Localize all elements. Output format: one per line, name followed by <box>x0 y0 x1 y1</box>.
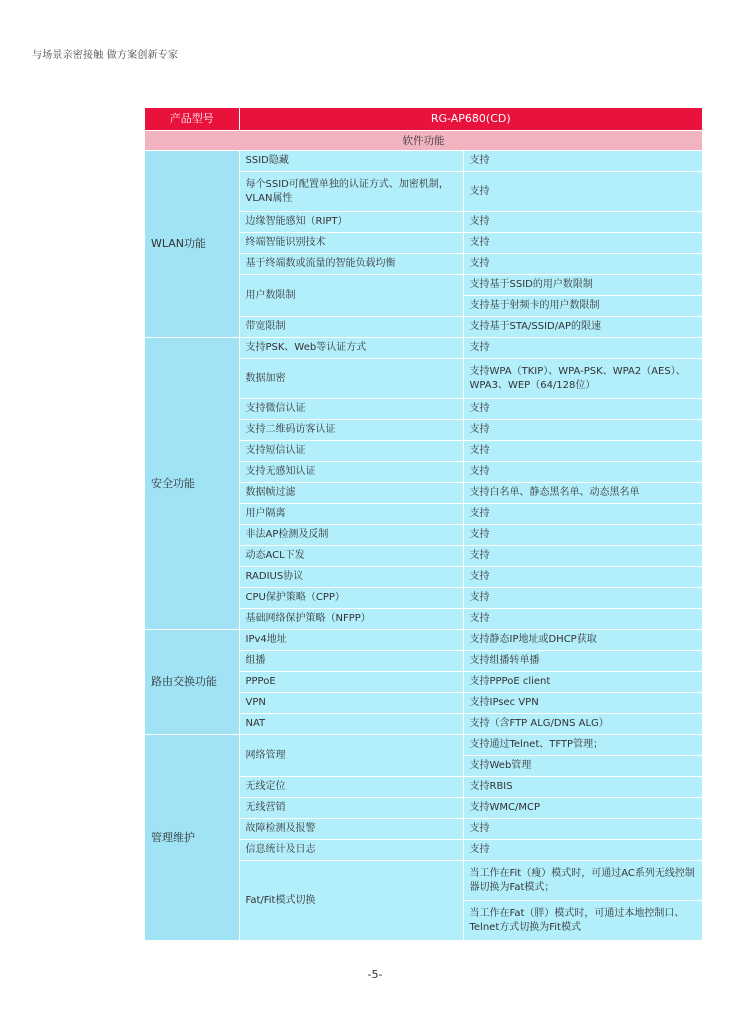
support-value-cell: 支持 <box>463 233 702 254</box>
feature-name-cell: 每个SSID可配置单独的认证方式、加密机制，VLAN属性 <box>239 172 463 212</box>
feature-name-cell: CPU保护策略（CPP） <box>239 588 463 609</box>
feature-name-cell: 数据加密 <box>239 359 463 399</box>
feature-name-cell: 支持无感知认证 <box>239 462 463 483</box>
support-value-cell: 支持 <box>463 588 702 609</box>
feature-name-cell: PPPoE <box>239 672 463 693</box>
header-tagline: 与场景亲密接触 做方案创新专家 <box>32 50 179 61</box>
support-value-cell: 支持 <box>463 420 702 441</box>
feature-name-cell: 支持二维码访客认证 <box>239 420 463 441</box>
product-model-value: RG-AP680(CD) <box>239 108 702 131</box>
feature-name-cell: 支持短信认证 <box>239 441 463 462</box>
support-value-cell: 支持 <box>463 462 702 483</box>
support-value-cell: 支持 <box>463 819 702 840</box>
spec-table-body <box>145 108 702 941</box>
category-cell: WLAN功能 <box>145 151 239 338</box>
support-value-cell: 当工作在Fit（瘦）模式时，可通过AC系列无线控制器切换为Fat模式； <box>463 861 702 901</box>
feature-name-cell: 无线定位 <box>239 777 463 798</box>
support-value-cell: 支持WMC/MCP <box>463 798 702 819</box>
feature-name-cell: NAT <box>239 714 463 735</box>
feature-name-cell: 用户数限制 <box>239 275 463 317</box>
feature-name-cell: 信息统计及日志 <box>239 840 463 861</box>
feature-name-cell: IPv4地址 <box>239 630 463 651</box>
feature-name-cell: 基于终端数或流量的智能负载均衡 <box>239 254 463 275</box>
product-model-label: 产品型号 <box>145 108 239 131</box>
support-value-cell: 支持静态IP地址或DHCP获取 <box>463 630 702 651</box>
support-value-cell: 支持Web管理 <box>463 756 702 777</box>
feature-name-cell: 终端智能识别技术 <box>239 233 463 254</box>
table-row <box>145 630 702 651</box>
support-value-cell: 支持基于STA/SSID/AP的限速 <box>463 317 702 338</box>
support-value-cell: 支持 <box>463 338 702 359</box>
support-value-cell: 支持 <box>463 399 702 420</box>
support-value-cell: 支持 <box>463 525 702 546</box>
feature-name-cell: RADIUS协议 <box>239 567 463 588</box>
feature-name-cell: 网络管理 <box>239 735 463 777</box>
page-number: -5- <box>367 968 383 981</box>
support-value-cell: 支持基于射频卡的用户数限制 <box>463 296 702 317</box>
category-cell: 安全功能 <box>145 338 239 630</box>
feature-name-cell: 基础网络保护策略（NFPP） <box>239 609 463 630</box>
support-value-cell: 支持RBIS <box>463 777 702 798</box>
support-value-cell: 支持IPsec VPN <box>463 693 702 714</box>
support-value-cell: 支持 <box>463 254 702 275</box>
support-value-cell: 支持 <box>463 546 702 567</box>
feature-name-cell: VPN <box>239 693 463 714</box>
feature-name-cell: 故障检测及报警 <box>239 819 463 840</box>
feature-name-cell: 数据帧过滤 <box>239 483 463 504</box>
support-value-cell: 支持PPPoE client <box>463 672 702 693</box>
category-cell: 路由交换功能 <box>145 630 239 735</box>
feature-name-cell: 带宽限制 <box>239 317 463 338</box>
feature-name-cell: 动态ACL下发 <box>239 546 463 567</box>
table-row <box>145 151 702 172</box>
table-row <box>145 735 702 756</box>
feature-name-cell: 边缘智能感知（RIPT） <box>239 212 463 233</box>
feature-name-cell: 用户隔离 <box>239 504 463 525</box>
support-value-cell: 支持 <box>463 504 702 525</box>
section-title: 软件功能 <box>145 131 702 151</box>
support-value-cell: 支持白名单、静态黑名单、动态黑名单 <box>463 483 702 504</box>
support-value-cell: 支持WPA（TKIP）、WPA-PSK、WPA2（AES）、WPA3、WEP（64/128位） <box>463 359 702 399</box>
category-cell: 管理维护 <box>145 735 239 941</box>
support-value-cell: 支持组播转单播 <box>463 651 702 672</box>
section-title-row <box>145 131 702 151</box>
support-value-cell: 支持 <box>463 567 702 588</box>
support-value-cell: 支持 <box>463 609 702 630</box>
feature-name-cell: Fat/Fit模式切换 <box>239 861 463 941</box>
feature-name-cell: 支持PSK、Web等认证方式 <box>239 338 463 359</box>
spec-table <box>145 108 702 941</box>
table-header-row <box>145 108 702 131</box>
feature-name-cell: SSID隐藏 <box>239 151 463 172</box>
support-value-cell: 支持 <box>463 172 702 212</box>
support-value-cell: 支持 <box>463 441 702 462</box>
table-row <box>145 338 702 359</box>
feature-name-cell: 支持微信认证 <box>239 399 463 420</box>
support-value-cell: 当工作在Fat（胖）模式时，可通过本地控制口、Telnet方式切换为Fit模式 <box>463 901 702 941</box>
support-value-cell: 支持 <box>463 212 702 233</box>
support-value-cell: 支持（含FTP ALG/DNS ALG） <box>463 714 702 735</box>
support-value-cell: 支持通过Telnet、TFTP管理； <box>463 735 702 756</box>
support-value-cell: 支持基于SSID的用户数限制 <box>463 275 702 296</box>
feature-name-cell: 非法AP检测及反制 <box>239 525 463 546</box>
support-value-cell: 支持 <box>463 151 702 172</box>
feature-name-cell: 无线营销 <box>239 798 463 819</box>
support-value-cell: 支持 <box>463 840 702 861</box>
feature-name-cell: 组播 <box>239 651 463 672</box>
